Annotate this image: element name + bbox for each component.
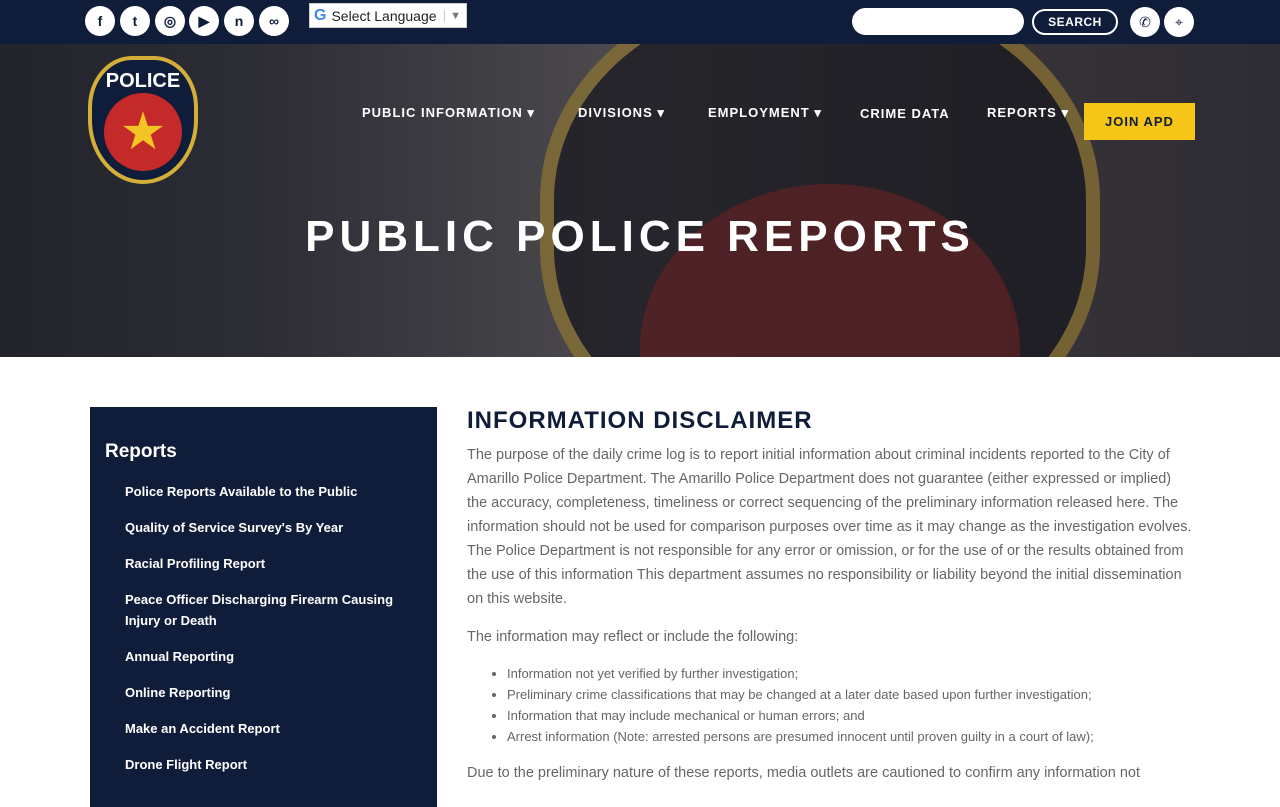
star-icon: ★	[104, 93, 182, 171]
disclaimer-list	[507, 663, 1192, 747]
list-intro: The information may reflect or include the following:	[467, 629, 799, 645]
join-apd-button[interactable]: JOIN APD	[1084, 103, 1195, 140]
dropdown-arrow-icon: ▼	[444, 10, 466, 22]
language-select[interactable]	[309, 3, 467, 28]
instagram-icon[interactable]: ◎	[155, 6, 185, 36]
nav-crime-data[interactable]: CRIME DATA	[860, 105, 950, 121]
sidebar-item[interactable]: Drone Flight Report	[125, 757, 248, 772]
phone-icon[interactable]: ✆	[1130, 7, 1160, 37]
list-item: • Preliminary crime classifications that may be changed at a later date based upon further investigation;	[507, 684, 1192, 705]
google-icon: G	[314, 6, 327, 24]
search-button[interactable]: SEARCH	[1032, 9, 1118, 35]
nav-public-information[interactable]: PUBLIC INFORMATION ▾	[362, 105, 535, 120]
list-item: • Arrest information (Note: arrested persons are presumed innocent until proven guilty in a court of law);	[507, 726, 1192, 747]
media-paragraph: Due to the preliminary nature of these reports, media outlets are cautioned to confirm any information not	[467, 765, 1140, 781]
sidebar-title: Reports	[105, 441, 177, 462]
page-title: PUBLIC POLICE REPORTS	[305, 212, 975, 261]
twitter-icon[interactable]: t	[120, 6, 150, 36]
location-icon[interactable]: ⌖	[1164, 7, 1194, 37]
nextdoor-icon[interactable]: n	[224, 6, 254, 36]
list-item: • Information not yet verified by further investigation;	[507, 663, 1192, 684]
police-logo[interactable]	[88, 56, 198, 184]
chat-icon[interactable]: ∞	[259, 6, 289, 36]
sidebar-item[interactable]: Racial Profiling Report	[125, 556, 266, 571]
list-item: • Information that may include mechanical or human errors; and	[507, 705, 1192, 726]
sidebar-item[interactable]: Annual Reporting	[125, 649, 235, 664]
main-content	[467, 407, 1192, 799]
logo-text: POLICE	[105, 69, 181, 92]
nav-reports[interactable]: REPORTS ▾	[987, 105, 1069, 120]
sidebar-item[interactable]: Police Reports Available to the Public	[125, 484, 358, 499]
language-label: Select Language	[331, 7, 437, 24]
sidebar-item[interactable]: Make an Accident Report	[125, 721, 280, 736]
hero-banner	[0, 44, 1280, 357]
facebook-icon[interactable]: f	[85, 6, 115, 36]
youtube-icon[interactable]: ▶	[189, 6, 219, 36]
sidebar-item[interactable]: Online Reporting	[125, 685, 231, 700]
sidebar	[90, 407, 437, 807]
nav-employment[interactable]: EMPLOYMENT ▾	[708, 105, 822, 120]
sidebar-item[interactable]: Peace Officer Discharging Firearm Causing Injury or Death	[125, 592, 394, 628]
search-input[interactable]	[852, 8, 1024, 35]
nav-divisions[interactable]: DIVISIONS ▾	[578, 105, 665, 120]
top-bar	[0, 0, 1280, 44]
sidebar-item[interactable]: Quality of Service Survey's By Year	[125, 520, 344, 535]
section-heading: INFORMATION DISCLAIMER	[467, 407, 813, 434]
disclaimer-paragraph: The purpose of the daily crime log is to report initial information about criminal incidents reported to the City of Amarillo Police Department. The Amarillo Police Department does not guarantee (either expressed or implied) the accuracy, completeness, timeliness or correct sequencing of the preliminary information released here. The information should not be used for comparison purposes over time as it may change as the investigation evolves. The Police Department is not responsible for any error or omission, or for the use of or the results obtained from the use of this information This department assumes no responsibility or liability beyond the initial dissemination on this website.	[467, 447, 1192, 607]
